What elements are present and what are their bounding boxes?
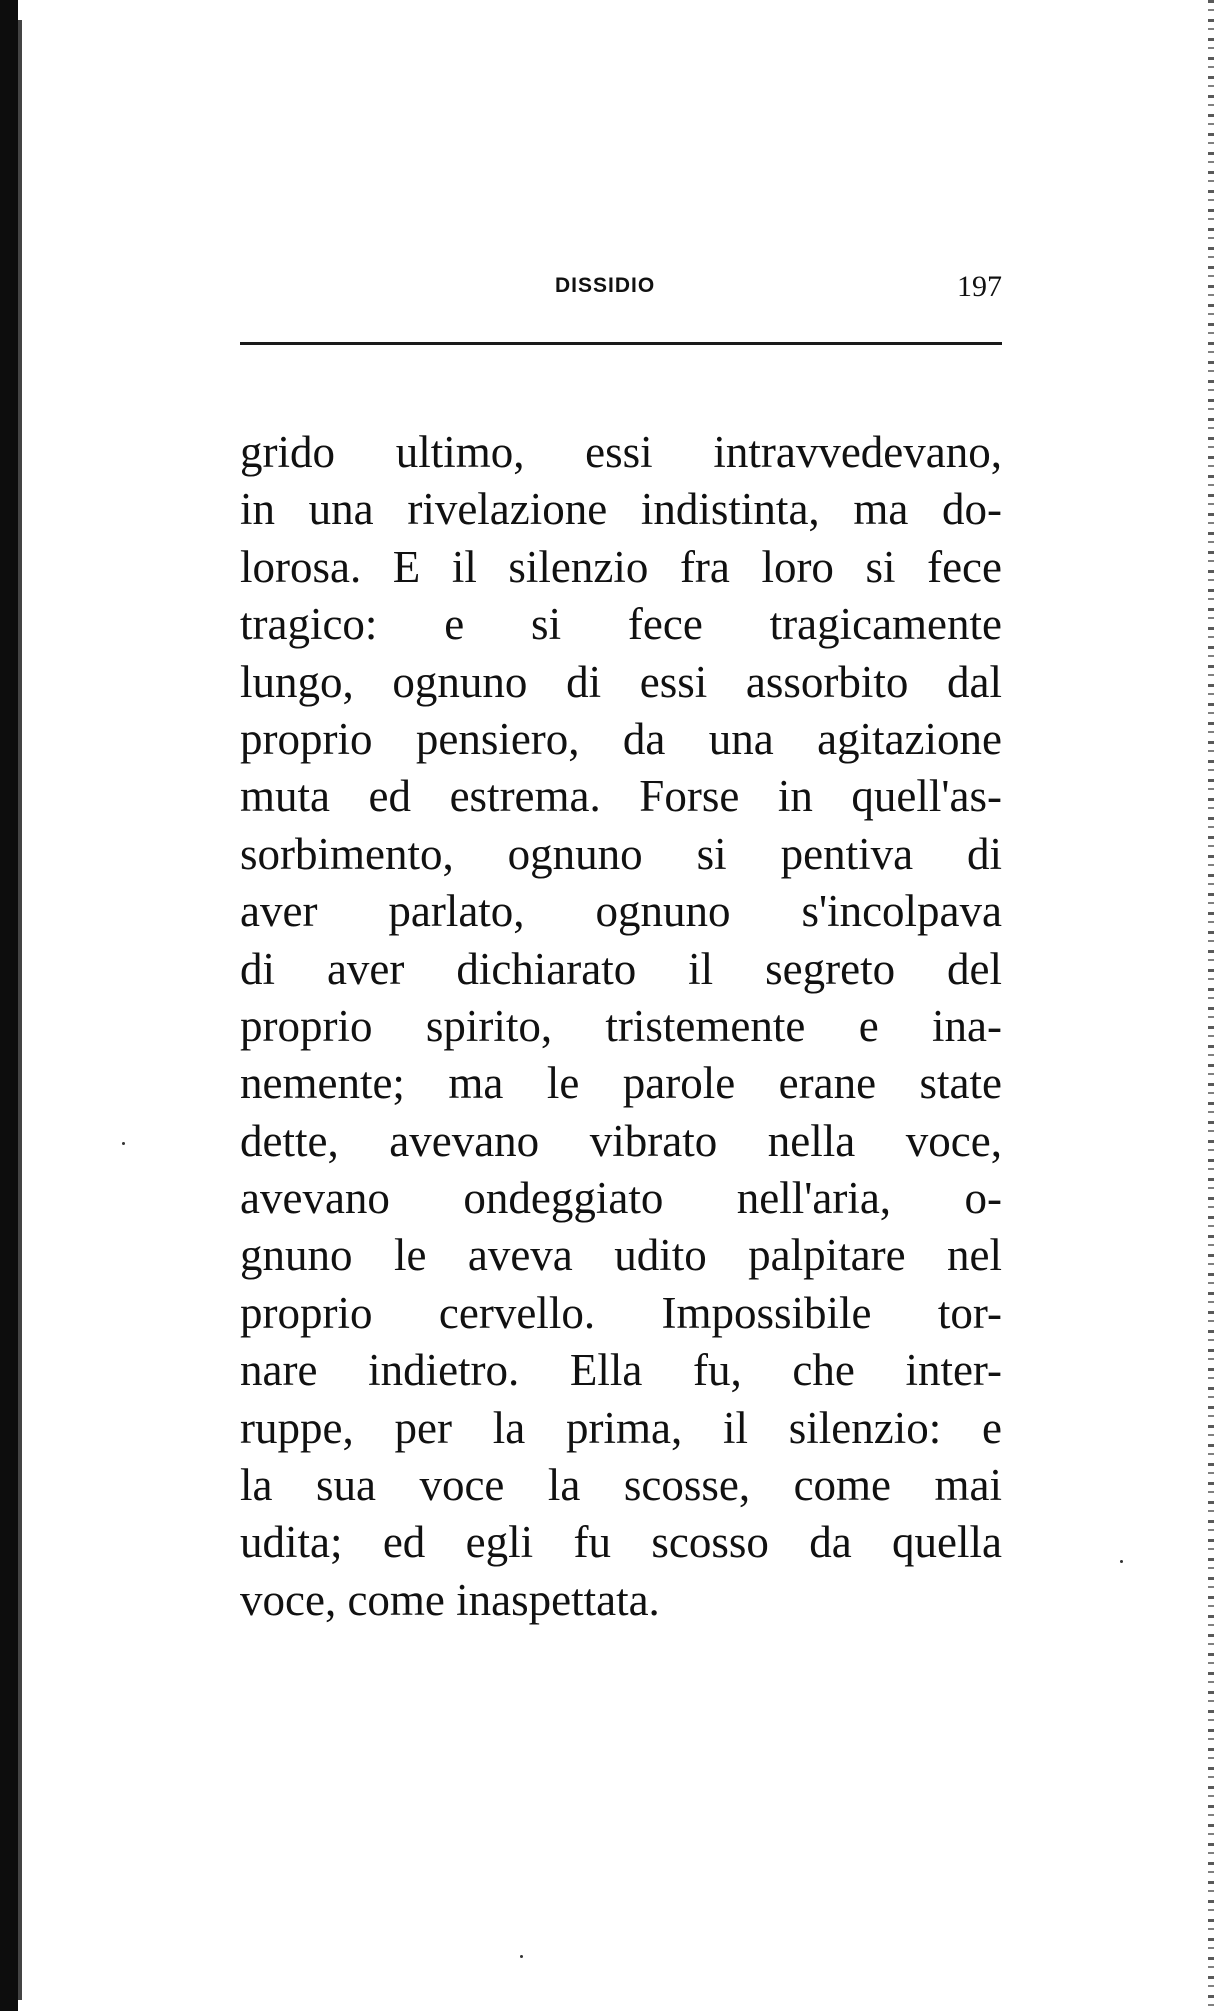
- text-line: gnuno le aveva udito palpitare nel: [240, 1230, 1002, 1281]
- text-line: aver parlato, ognuno s'incolpava: [240, 886, 1002, 937]
- text-line: proprio pensiero, da una agitazione: [240, 713, 1002, 764]
- text-line: voce, come inaspettata.: [240, 1574, 660, 1625]
- page-edge-left-shadow: [18, 20, 22, 2000]
- running-title: DISSIDIO: [555, 274, 656, 297]
- text-line: udita; ed egli fu scosso da quella: [240, 1517, 1002, 1568]
- text-line: la sua voce la scosse, come mai: [240, 1460, 1002, 1511]
- text-line: sorbimento, ognuno si pentiva di: [240, 828, 1002, 879]
- scan-speck: [1120, 1560, 1123, 1563]
- text-line: proprio spirito, tristemente e ina-: [240, 1000, 1002, 1051]
- page-number: 197: [957, 270, 1002, 303]
- running-head: [240, 270, 1002, 310]
- text-line: proprio cervello. Impossibile tor-: [240, 1287, 1002, 1338]
- scan-speck: [122, 1142, 125, 1145]
- text-line: lungo, ognuno di essi assorbito dal: [240, 656, 1002, 707]
- text-line: grido ultimo, essi intravvedevano,: [240, 427, 1002, 477]
- scan-speck: [520, 1955, 523, 1958]
- text-line: ruppe, per la prima, il silenzio: e: [240, 1402, 1002, 1453]
- text-line: lorosa. E il silenzio fra loro si fece: [240, 541, 1002, 592]
- text-line: di aver dichiarato il segreto del: [240, 943, 1002, 994]
- header-rule: [240, 342, 1002, 345]
- text-line: nare indietro. Ella fu, che inter-: [240, 1345, 1002, 1396]
- text-line: dette, avevano vibrato nella voce,: [240, 1115, 1002, 1166]
- text-line: nemente; ma le parole erane state: [240, 1058, 1002, 1109]
- body-text: [240, 424, 1002, 1629]
- text-line: tragico: e si fece tragicamente: [240, 599, 1002, 650]
- text-line: in una rivelazione indistinta, ma do-: [240, 484, 1002, 535]
- page-edge-left: [0, 0, 18, 2011]
- page-edge-right: [1208, 0, 1214, 2011]
- text-line: muta ed estrema. Forse in quell'as-: [240, 771, 1002, 822]
- text-line: avevano ondeggiato nell'aria, o-: [240, 1173, 1002, 1224]
